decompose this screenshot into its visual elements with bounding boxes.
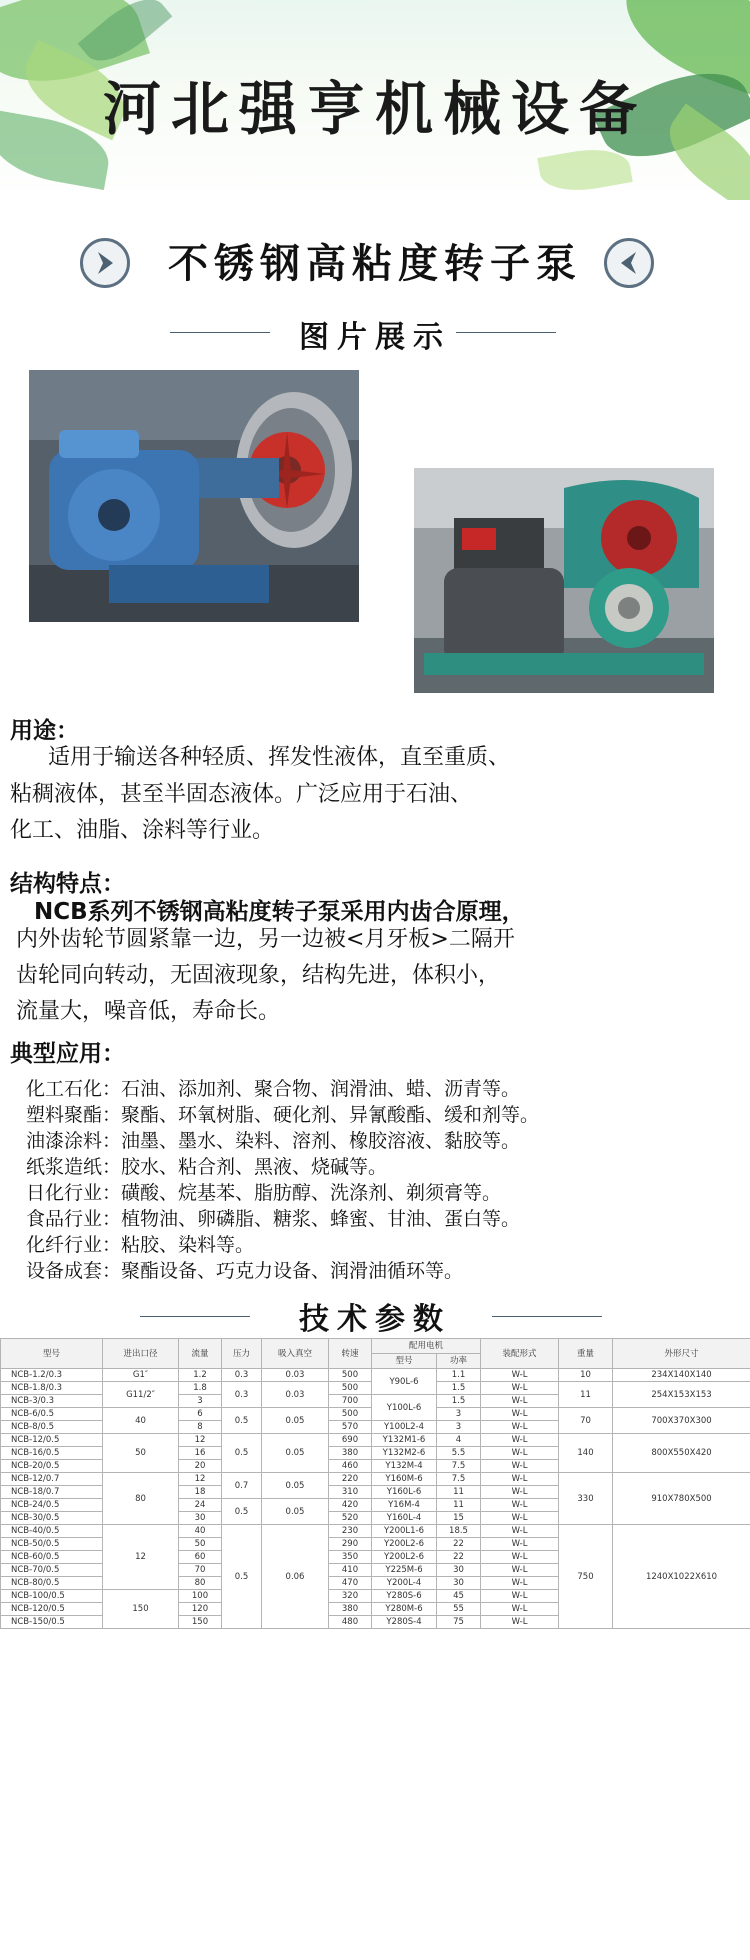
cell-speed: 480 xyxy=(329,1616,372,1629)
cell-port: G11/2″ xyxy=(103,1382,179,1408)
table-header-row xyxy=(1,1339,750,1354)
cell-speed: 700 xyxy=(329,1395,372,1408)
cell-motor: Y280S-6 xyxy=(372,1590,437,1603)
list-item: 化工石化：石油、添加剂、聚合物、润滑油、蜡、沥青等。 xyxy=(26,1078,521,1100)
cell-mount: W-L xyxy=(481,1577,559,1590)
cell-flow: 20 xyxy=(179,1460,222,1473)
cell-speed: 380 xyxy=(329,1447,372,1460)
table-row xyxy=(1,1369,750,1382)
cell-model: NCB-40/0.5 xyxy=(1,1525,103,1538)
col-model: 型号 xyxy=(1,1339,103,1369)
cell-mount: W-L xyxy=(481,1460,559,1473)
col-motor-power: 功率 xyxy=(437,1354,481,1369)
list-item: 塑料聚酯：聚酯、环氧树脂、硬化剂、异氰酸酯、缓和剂等。 xyxy=(26,1104,540,1126)
cell-flow: 1.2 xyxy=(179,1369,222,1382)
cell-flow: 18 xyxy=(179,1486,222,1499)
next-button[interactable] xyxy=(604,238,654,288)
cell-speed: 500 xyxy=(329,1382,372,1395)
cell-flow: 60 xyxy=(179,1551,222,1564)
col-speed: 转速 xyxy=(329,1339,372,1369)
structure-line: 内外齿轮节圆紧靠一边，另一边被<月牙板>二隔开 xyxy=(16,927,515,952)
table-row xyxy=(1,1473,750,1486)
cell-flow: 120 xyxy=(179,1603,222,1616)
col-flow: 流量 xyxy=(179,1339,222,1369)
cell-motor: Y200L1-6 xyxy=(372,1525,437,1538)
cell-power: 55 xyxy=(437,1603,481,1616)
cell-speed: 230 xyxy=(329,1525,372,1538)
cell-speed: 420 xyxy=(329,1499,372,1512)
cell-mount: W-L xyxy=(481,1590,559,1603)
cell-dims: 800X550X420 xyxy=(613,1434,750,1473)
cell-vacuum: 0.05 xyxy=(262,1473,329,1499)
cell-mount: W-L xyxy=(481,1603,559,1616)
cell-vacuum: 0.03 xyxy=(262,1369,329,1382)
list-item: 日化行业：磺酸、烷基苯、脂肪醇、洗涤剂、剃须膏等。 xyxy=(26,1182,502,1204)
cell-dims: 910X780X500 xyxy=(613,1473,750,1525)
col-vacuum: 吸入真空 xyxy=(262,1339,329,1369)
structure-lead: NCB系列不锈钢高粘度转子泵采用内齿合原理， xyxy=(34,899,525,925)
cell-motor: Y200L2-6 xyxy=(372,1551,437,1564)
cell-mount: W-L xyxy=(481,1538,559,1551)
col-pressure: 压力 xyxy=(222,1339,262,1369)
cell-weight: 140 xyxy=(559,1434,613,1473)
cell-motor: Y100L2-4 xyxy=(372,1421,437,1434)
spec-table xyxy=(0,1338,750,1629)
cell-motor: Y200L2-6 xyxy=(372,1538,437,1551)
cell-power: 3 xyxy=(437,1421,481,1434)
cell-speed: 380 xyxy=(329,1603,372,1616)
cell-speed: 460 xyxy=(329,1460,372,1473)
cell-dims: 1240X1022X610 xyxy=(613,1525,750,1629)
cell-weight: 70 xyxy=(559,1408,613,1434)
cell-model: NCB-24/0.5 xyxy=(1,1499,103,1512)
list-item: 纸浆造纸：胶水、粘合剂、黑液、烧碱等。 xyxy=(26,1156,388,1178)
cell-dims: 234X140X140 xyxy=(613,1369,750,1382)
cell-pressure: 0.5 xyxy=(222,1408,262,1434)
cell-mount: W-L xyxy=(481,1499,559,1512)
cell-motor: Y16M-4 xyxy=(372,1499,437,1512)
usage-text xyxy=(48,740,510,776)
col-motor: 配用电机 xyxy=(372,1339,481,1354)
cell-flow: 3 xyxy=(179,1395,222,1408)
cell-flow: 8 xyxy=(179,1421,222,1434)
cell-flow: 12 xyxy=(179,1434,222,1447)
cell-flow: 30 xyxy=(179,1512,222,1525)
col-dims: 外形尺寸 xyxy=(613,1339,750,1369)
cell-mount: W-L xyxy=(481,1408,559,1421)
cell-vacuum: 0.05 xyxy=(262,1408,329,1434)
cell-model: NCB-80/0.5 xyxy=(1,1577,103,1590)
cell-speed: 500 xyxy=(329,1369,372,1382)
cell-motor: Y280S-4 xyxy=(372,1616,437,1629)
cell-flow: 6 xyxy=(179,1408,222,1421)
cell-motor: Y160L-6 xyxy=(372,1486,437,1499)
structure-heading: 结构特点： xyxy=(10,871,125,897)
cell-motor: Y132M-4 xyxy=(372,1460,437,1473)
apps-list xyxy=(26,1076,539,1284)
cell-power: 15 xyxy=(437,1512,481,1525)
usage-line: 粘稠液体，甚至半固态液体。广泛应用于石油、 xyxy=(10,782,473,807)
cell-vacuum: 0.05 xyxy=(262,1499,329,1525)
list-item: 化纤行业：粘胶、染料等。 xyxy=(26,1234,255,1256)
cell-flow: 70 xyxy=(179,1564,222,1577)
structure-line: 流量大，噪音低，寿命长。 xyxy=(16,999,281,1024)
cell-mount: W-L xyxy=(481,1564,559,1577)
cell-mount: W-L xyxy=(481,1512,559,1525)
cell-flow: 12 xyxy=(179,1473,222,1486)
cell-speed: 320 xyxy=(329,1590,372,1603)
table-row xyxy=(1,1434,750,1447)
cell-port: 12 xyxy=(103,1525,179,1590)
cell-power: 11 xyxy=(437,1486,481,1499)
cell-flow: 80 xyxy=(179,1577,222,1590)
col-mount: 装配形式 xyxy=(481,1339,559,1369)
cell-mount: W-L xyxy=(481,1486,559,1499)
structure-line: 齿轮同向转动，无固液现象，结构先进，体积小， xyxy=(16,963,501,988)
cell-flow: 100 xyxy=(179,1590,222,1603)
cell-power: 1.1 xyxy=(437,1369,481,1382)
cell-model: NCB-30/0.5 xyxy=(1,1512,103,1525)
cell-motor: Y225M-6 xyxy=(372,1564,437,1577)
cell-mount: W-L xyxy=(481,1551,559,1564)
pump-photo-1 xyxy=(29,370,359,622)
cell-vacuum: 0.06 xyxy=(262,1525,329,1629)
cell-motor: Y100L-6 xyxy=(372,1395,437,1421)
list-item: 设备成套：聚酯设备、巧克力设备、润滑油循环等。 xyxy=(26,1260,464,1282)
list-item: 油漆涂料：油墨、墨水、染料、溶剂、橡胶溶液、黏胶等。 xyxy=(26,1130,521,1152)
cell-motor: Y132M2-6 xyxy=(372,1447,437,1460)
cell-mount: W-L xyxy=(481,1369,559,1382)
cell-model: NCB-120/0.5 xyxy=(1,1603,103,1616)
cell-weight: 10 xyxy=(559,1369,613,1382)
cell-mount: W-L xyxy=(481,1382,559,1395)
cell-model: NCB-6/0.5 xyxy=(1,1408,103,1421)
cell-speed: 310 xyxy=(329,1486,372,1499)
col-port: 进出口径 xyxy=(103,1339,179,1369)
cell-model: NCB-12/0.7 xyxy=(1,1473,103,1486)
cell-model: NCB-3/0.3 xyxy=(1,1395,103,1408)
cell-pressure: 0.5 xyxy=(222,1434,262,1473)
usage-line: 适用于输送各种轻质、挥发性液体，直至重质、 xyxy=(48,745,511,770)
cell-model: NCB-20/0.5 xyxy=(1,1460,103,1473)
cell-model: NCB-1.2/0.3 xyxy=(1,1369,103,1382)
cell-flow: 16 xyxy=(179,1447,222,1460)
cell-pressure: 0.5 xyxy=(222,1525,262,1629)
cell-port: 40 xyxy=(103,1408,179,1434)
cell-power: 1.5 xyxy=(437,1382,481,1395)
cell-flow: 40 xyxy=(179,1525,222,1538)
cell-power: 7.5 xyxy=(437,1460,481,1473)
cell-model: NCB-150/0.5 xyxy=(1,1616,103,1629)
cell-motor: Y132M1-6 xyxy=(372,1434,437,1447)
list-item: 食品行业：植物油、卵磷脂、糖浆、蜂蜜、甘油、蛋白等。 xyxy=(26,1208,521,1230)
cell-speed: 520 xyxy=(329,1512,372,1525)
cell-power: 4 xyxy=(437,1434,481,1447)
cell-pressure: 0.5 xyxy=(222,1499,262,1525)
cell-flow: 50 xyxy=(179,1538,222,1551)
cell-speed: 470 xyxy=(329,1577,372,1590)
cell-flow: 1.8 xyxy=(179,1382,222,1395)
cell-power: 30 xyxy=(437,1577,481,1590)
cell-power: 7.5 xyxy=(437,1473,481,1486)
apps-heading: 典型应用： xyxy=(10,1041,125,1067)
cell-weight: 750 xyxy=(559,1525,613,1629)
cell-port: G1″ xyxy=(103,1369,179,1382)
cell-vacuum: 0.03 xyxy=(262,1382,329,1408)
usage-heading: 用途： xyxy=(10,718,79,744)
cell-speed: 410 xyxy=(329,1564,372,1577)
divider-line xyxy=(456,332,556,333)
cell-port: 50 xyxy=(103,1434,179,1473)
cell-vacuum: 0.05 xyxy=(262,1434,329,1473)
col-motor-model: 型号 xyxy=(372,1354,437,1369)
cell-port: 80 xyxy=(103,1473,179,1525)
cell-pressure: 0.7 xyxy=(222,1473,262,1499)
gallery-title: 图片展示 xyxy=(299,320,451,355)
chevron-left-icon xyxy=(613,247,645,279)
spec-table-wrap xyxy=(0,1338,750,1629)
cell-power: 45 xyxy=(437,1590,481,1603)
cell-model: NCB-8/0.5 xyxy=(1,1421,103,1434)
cell-power: 75 xyxy=(437,1616,481,1629)
cell-mount: W-L xyxy=(481,1395,559,1408)
divider-line xyxy=(492,1316,602,1317)
cell-weight: 11 xyxy=(559,1382,613,1408)
product-title: 不锈钢高粘度转子泵 xyxy=(168,240,582,287)
cell-speed: 290 xyxy=(329,1538,372,1551)
cell-mount: W-L xyxy=(481,1616,559,1629)
company-title: 河北强亨机械设备 xyxy=(102,75,647,143)
cell-mount: W-L xyxy=(481,1473,559,1486)
cell-model: NCB-18/0.7 xyxy=(1,1486,103,1499)
cell-model: NCB-12/0.5 xyxy=(1,1434,103,1447)
cell-model: NCB-1.8/0.3 xyxy=(1,1382,103,1395)
cell-power: 22 xyxy=(437,1551,481,1564)
cell-motor: Y90L-6 xyxy=(372,1369,437,1395)
cell-power: 30 xyxy=(437,1564,481,1577)
cell-power: 22 xyxy=(437,1538,481,1551)
cell-flow: 24 xyxy=(179,1499,222,1512)
cell-mount: W-L xyxy=(481,1421,559,1434)
cell-speed: 690 xyxy=(329,1434,372,1447)
cell-pressure: 0.3 xyxy=(222,1369,262,1382)
cell-power: 1.5 xyxy=(437,1395,481,1408)
cell-motor: Y160L-4 xyxy=(372,1512,437,1525)
cell-motor: Y280M-6 xyxy=(372,1603,437,1616)
cell-model: NCB-70/0.5 xyxy=(1,1564,103,1577)
cell-weight: 330 xyxy=(559,1473,613,1525)
cell-dims: 700X370X300 xyxy=(613,1408,750,1434)
table-row xyxy=(1,1525,750,1538)
cell-speed: 350 xyxy=(329,1551,372,1564)
cell-flow: 150 xyxy=(179,1616,222,1629)
cell-speed: 500 xyxy=(329,1408,372,1421)
cell-model: NCB-16/0.5 xyxy=(1,1447,103,1460)
cell-model: NCB-100/0.5 xyxy=(1,1590,103,1603)
cell-motor: Y160M-6 xyxy=(372,1473,437,1486)
cell-power: 18.5 xyxy=(437,1525,481,1538)
cell-mount: W-L xyxy=(481,1434,559,1447)
cell-mount: W-L xyxy=(481,1525,559,1538)
cell-speed: 570 xyxy=(329,1421,372,1434)
cell-port: 150 xyxy=(103,1590,179,1629)
usage-text xyxy=(10,777,472,849)
tech-title: 技术参数 xyxy=(299,1302,451,1337)
cell-dims: 254X153X153 xyxy=(613,1382,750,1408)
pump-photo-2 xyxy=(414,468,714,693)
cell-speed: 220 xyxy=(329,1473,372,1486)
cell-power: 11 xyxy=(437,1499,481,1512)
cell-motor: Y200L-4 xyxy=(372,1577,437,1590)
spec-table-body xyxy=(1,1369,750,1629)
structure-text xyxy=(16,922,515,1030)
header-banner xyxy=(0,0,750,200)
col-weight: 重量 xyxy=(559,1339,613,1369)
cell-pressure: 0.3 xyxy=(222,1382,262,1408)
cell-mount: W-L xyxy=(481,1447,559,1460)
cell-model: NCB-60/0.5 xyxy=(1,1551,103,1564)
cell-model: NCB-50/0.5 xyxy=(1,1538,103,1551)
usage-line: 化工、油脂、涂料等行业。 xyxy=(10,818,275,843)
cell-power: 5.5 xyxy=(437,1447,481,1460)
cell-power: 3 xyxy=(437,1408,481,1421)
